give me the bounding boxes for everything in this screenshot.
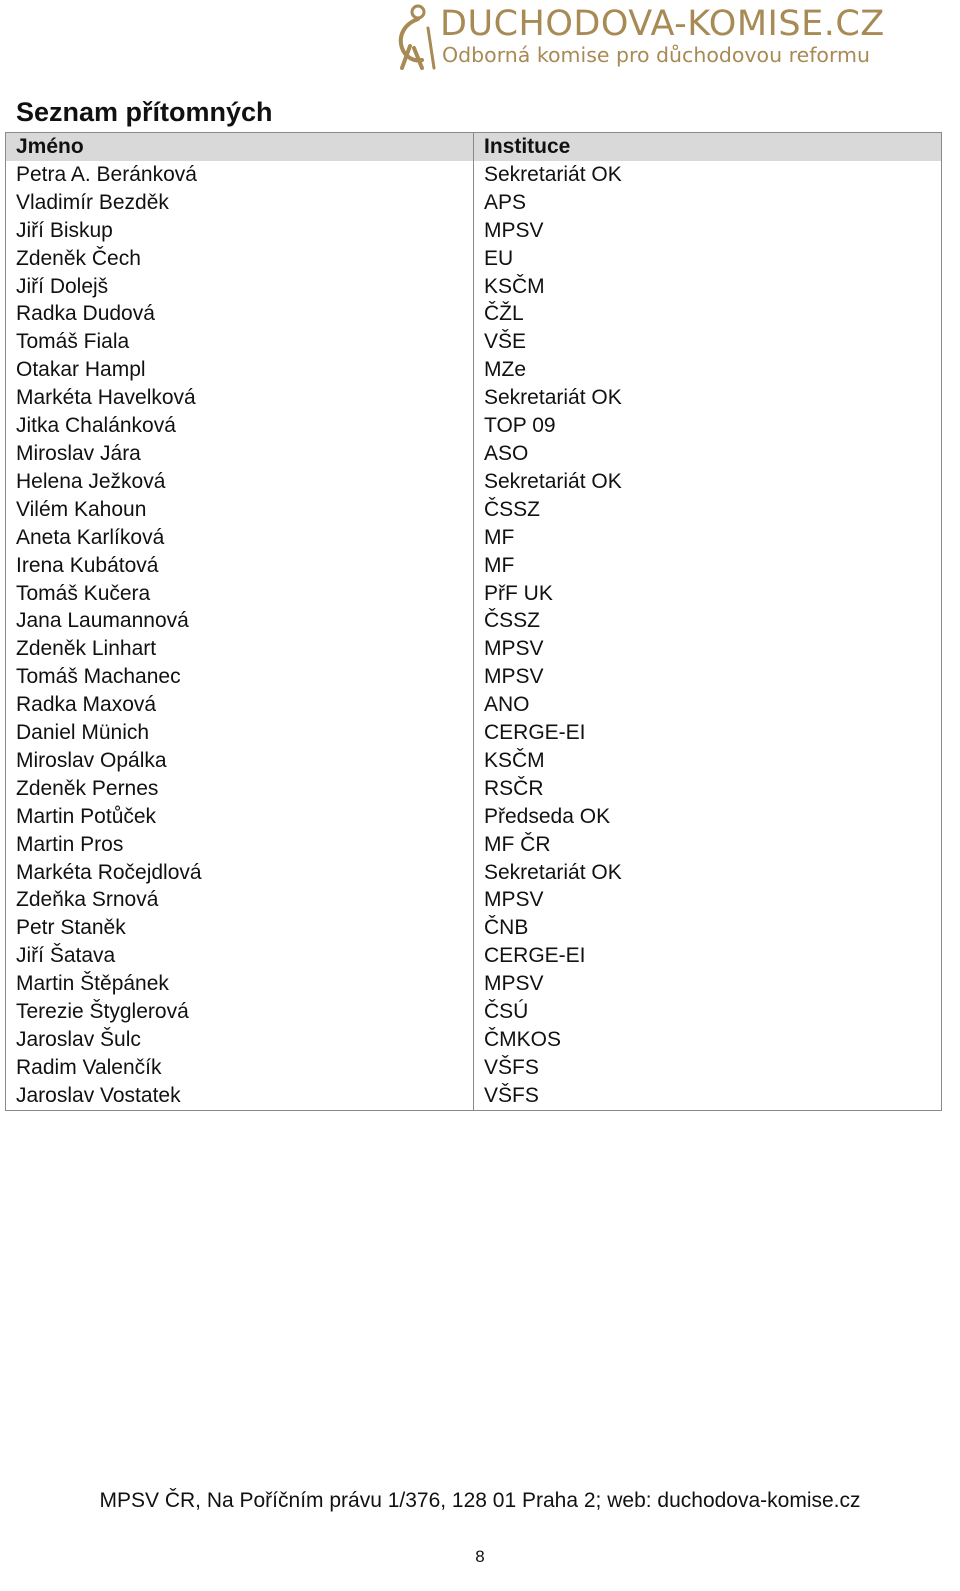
table-row [6, 942, 942, 970]
attendee-institution: VŠFS [474, 1082, 942, 1110]
table-row [6, 245, 942, 273]
attendee-name: Miroslav Jára [6, 440, 474, 468]
attendee-institution: APS [474, 189, 942, 217]
attendee-institution: VŠE [474, 328, 942, 356]
table-row [6, 719, 942, 747]
attendee-name: Tomáš Kučera [6, 580, 474, 608]
attendee-name: Jiří Šatava [6, 942, 474, 970]
attendee-institution: ČSÚ [474, 998, 942, 1026]
table-row [6, 635, 942, 663]
attendee-institution: Předseda OK [474, 803, 942, 831]
attendee-institution: MF ČR [474, 831, 942, 859]
attendee-institution: KSČM [474, 273, 942, 301]
table-row [6, 217, 942, 245]
attendee-name: Martin Štěpánek [6, 970, 474, 998]
attendee-name: Jana Laumannová [6, 607, 474, 635]
attendee-institution: ANO [474, 691, 942, 719]
attendee-institution: MPSV [474, 635, 942, 663]
attendee-name: Markéta Ročejdlová [6, 859, 474, 887]
table-row [6, 356, 942, 384]
page-number: 8 [475, 1547, 485, 1566]
table-row [6, 970, 942, 998]
table-row [6, 998, 942, 1026]
attendee-name: Martin Pros [6, 831, 474, 859]
attendee-name: Tomáš Machanec [6, 663, 474, 691]
footer-address: MPSV ČR, Na Poříčním právu 1/376, 128 01 Praha 2; web: duchodova-komise.cz [99, 1489, 861, 1512]
table-row [6, 552, 942, 580]
attendee-name: Zdeněk Pernes [6, 775, 474, 803]
attendee-name: Jitka Chalánková [6, 412, 474, 440]
table-row [6, 189, 942, 217]
table-row [6, 384, 942, 412]
attendee-institution: MPSV [474, 970, 942, 998]
attendee-institution: ČSSZ [474, 496, 942, 524]
attendee-institution: CERGE-EI [474, 719, 942, 747]
attendee-institution: PřF UK [474, 580, 942, 608]
attendee-name: Zdeňka Srnová [6, 886, 474, 914]
attendee-institution: MF [474, 524, 942, 552]
attendee-institution: ČNB [474, 914, 942, 942]
table-row [6, 496, 942, 524]
table-row [6, 468, 942, 496]
site-logo [388, 2, 948, 70]
attendee-institution: TOP 09 [474, 412, 942, 440]
table-row [6, 803, 942, 831]
attendee-name: Petra A. Beránková [6, 161, 474, 189]
table-row [6, 1026, 942, 1054]
attendee-name: Jaroslav Vostatek [6, 1082, 474, 1110]
table-row [6, 886, 942, 914]
attendee-institution: Sekretariát OK [474, 161, 942, 189]
attendee-name: Radka Dudová [6, 300, 474, 328]
attendance-rows [6, 161, 942, 1110]
table-row [6, 691, 942, 719]
attendee-institution: MPSV [474, 663, 942, 691]
table-row [6, 747, 942, 775]
table-row [6, 831, 942, 859]
attendee-institution: CERGE-EI [474, 942, 942, 970]
table-row [6, 161, 942, 189]
attendee-name: Vladimír Bezděk [6, 189, 474, 217]
attendee-name: Zdeněk Čech [6, 245, 474, 273]
attendee-name: Radim Valenčík [6, 1054, 474, 1082]
attendee-institution: ČŽL [474, 300, 942, 328]
attendee-institution: MPSV [474, 217, 942, 245]
attendee-name: Otakar Hampl [6, 356, 474, 384]
table-row [6, 273, 942, 301]
attendee-name: Terezie Štyglerová [6, 998, 474, 1026]
attendee-institution: Sekretariát OK [474, 384, 942, 412]
attendee-institution: MF [474, 552, 942, 580]
table-row [6, 914, 942, 942]
attendee-name: Martin Potůček [6, 803, 474, 831]
attendee-name: Radka Maxová [6, 691, 474, 719]
table-row [6, 607, 942, 635]
attendee-name: Jiří Biskup [6, 217, 474, 245]
table-row [6, 300, 942, 328]
attendee-name: Zdeněk Linhart [6, 635, 474, 663]
table-row [6, 328, 942, 356]
attendee-name: Vilém Kahoun [6, 496, 474, 524]
attendee-name: Jaroslav Šulc [6, 1026, 474, 1054]
attendee-name: Markéta Havelková [6, 384, 474, 412]
attendee-institution: RSČR [474, 775, 942, 803]
walking-figure-logo-icon [388, 2, 444, 70]
attendee-institution: Sekretariát OK [474, 468, 942, 496]
table-row [6, 663, 942, 691]
page-heading: Seznam přítomných [16, 97, 273, 127]
attendee-name: Daniel Münich [6, 719, 474, 747]
attendee-name: Petr Staněk [6, 914, 474, 942]
table-row [6, 524, 942, 552]
table-row [6, 775, 942, 803]
attendee-institution: KSČM [474, 747, 942, 775]
table-header-row [6, 133, 942, 161]
table-row [6, 440, 942, 468]
table-row [6, 1054, 942, 1082]
column-header-name: Jméno [6, 133, 474, 161]
attendance-table [5, 132, 942, 1111]
column-header-institution: Instituce [474, 133, 942, 161]
attendee-name: Miroslav Opálka [6, 747, 474, 775]
attendee-name: Aneta Karlíková [6, 524, 474, 552]
attendee-institution: Sekretariát OK [474, 859, 942, 887]
table-row [6, 1082, 942, 1110]
attendee-name: Tomáš Fiala [6, 328, 474, 356]
table-row [6, 412, 942, 440]
attendee-name: Jiří Dolejš [6, 273, 474, 301]
attendee-institution: MZe [474, 356, 942, 384]
table-row [6, 859, 942, 887]
attendee-institution: ČMKOS [474, 1026, 942, 1054]
attendee-institution: EU [474, 245, 942, 273]
logo-subtitle: Odborná komise pro důchodovou reformu [442, 43, 870, 67]
table-row [6, 580, 942, 608]
attendee-name: Helena Ježková [6, 468, 474, 496]
attendee-institution: MPSV [474, 886, 942, 914]
attendee-institution: VŠFS [474, 1054, 942, 1082]
attendee-name: Irena Kubátová [6, 552, 474, 580]
attendee-institution: ČSSZ [474, 607, 942, 635]
attendee-institution: ASO [474, 440, 942, 468]
logo-title: DUCHODOVA-KOMISE.CZ [440, 4, 885, 44]
